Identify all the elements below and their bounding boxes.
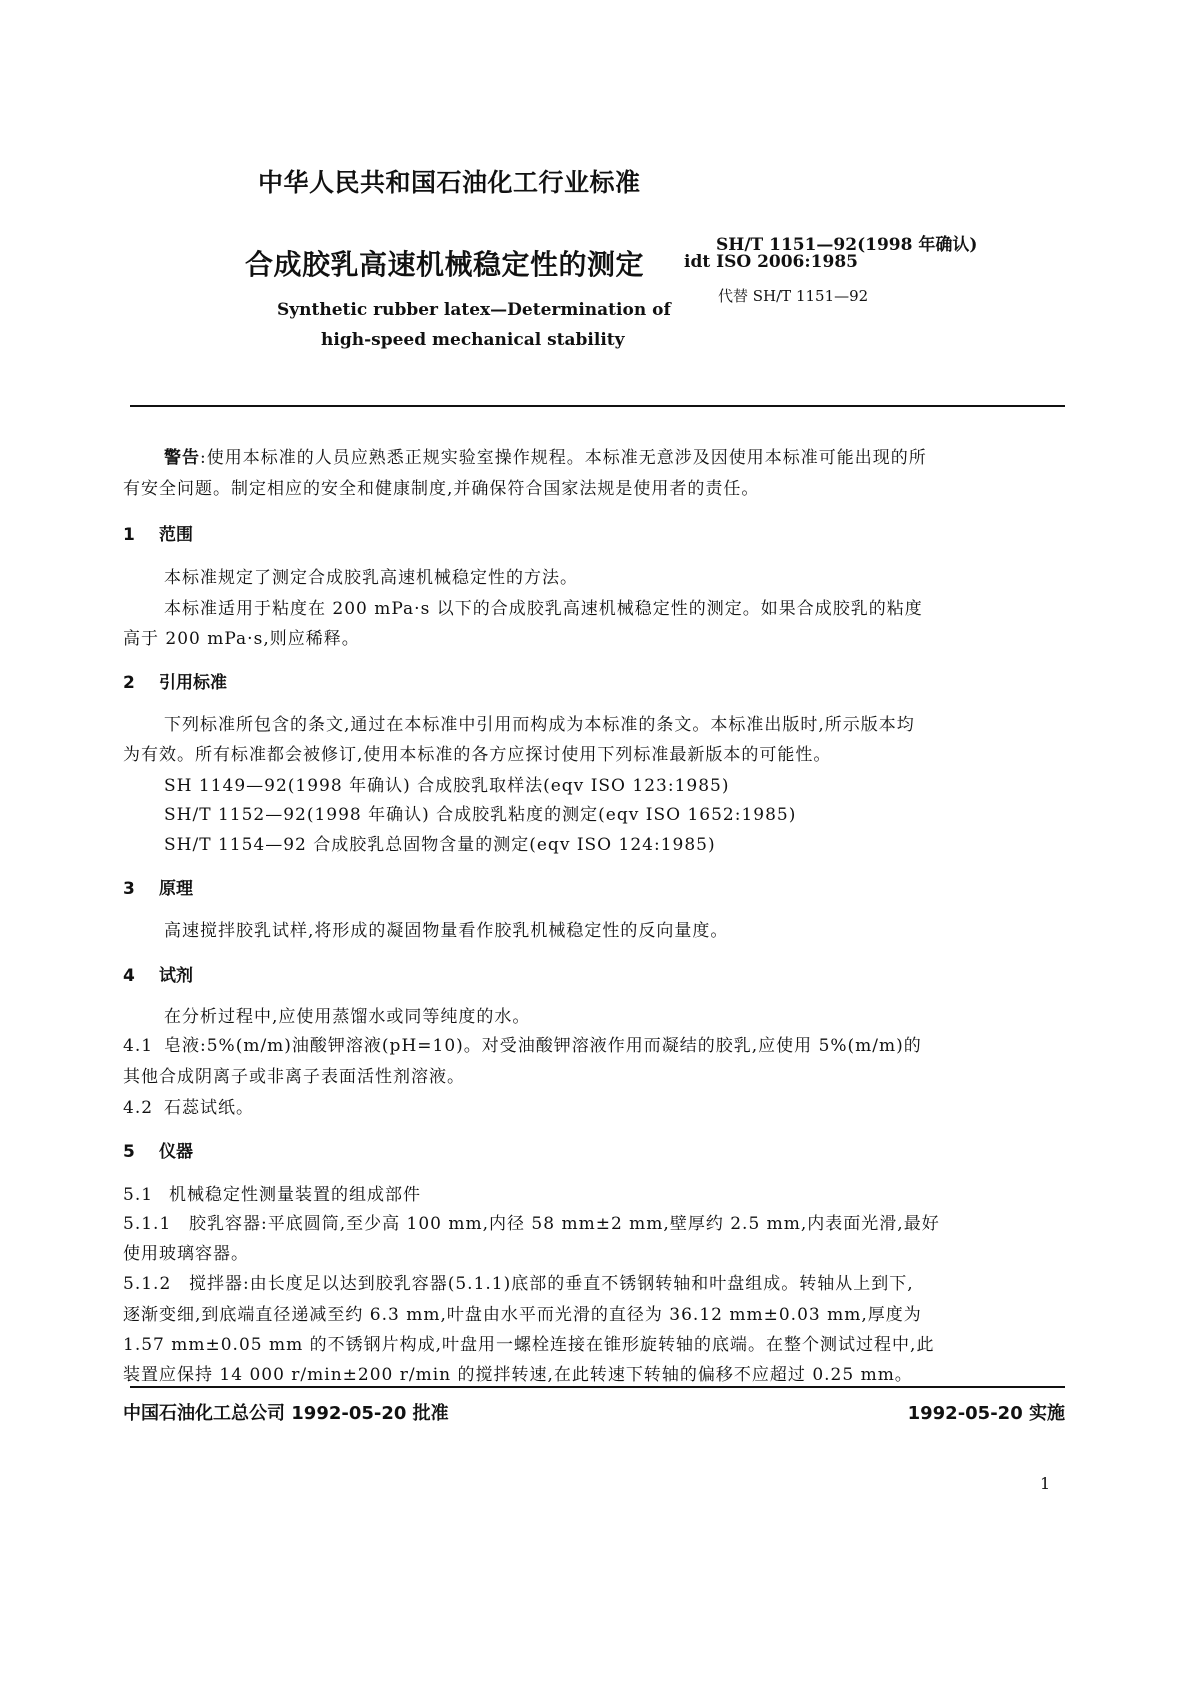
- clause-4-1-line1: 4.1 皂液:5%(m/m)油酸钾溶液(pH=10)。对受油酸钾溶液作用而凝结的胶乳,应使用 5%(m/m)的: [123, 1036, 922, 1056]
- clause-5-1: 5.1 机械稳定性测量装置的组成部件: [123, 1185, 421, 1205]
- reference-item: SH/T 1152—92(1998 年确认) 合成胶乳粘度的测定(eqv ISO 1652:1985): [164, 805, 797, 825]
- document-title-en-line2: high-speed mechanical stability: [321, 330, 625, 350]
- clause-5-1-1-line1: 5.1.1 胶乳容器:平底圆筒,至少高 100 mm,内径 58 mm±2 mm,壁厚约 2.5 mm,内表面光滑,最好: [123, 1214, 940, 1234]
- effective-date: 1992-05-20 实施: [907, 1403, 1065, 1424]
- section-4-para: 在分析过程中,应使用蒸馏水或同等纯度的水。: [164, 1007, 531, 1027]
- clause-4-1-line2: 其他合成阴离子或非离子表面活性剂溶液。: [123, 1067, 465, 1087]
- section-3-para: 高速搅拌胶乳试样,将形成的凝固物量看作胶乳机械稳定性的反向量度。: [164, 921, 729, 941]
- warning-line1: 警告:使用本标准的人员应熟悉正规实验室操作规程。本标准无意涉及因使用本标准可能出现的所: [164, 448, 927, 468]
- warning-line2: 有安全问题。制定相应的安全和健康制度,并确保符合国家法规是使用者的责任。: [123, 479, 760, 499]
- document-title-cn: 合成胶乳高速机械稳定性的测定: [245, 248, 645, 281]
- approval-info: 中国石油化工总公司 1992-05-20 批准: [123, 1403, 449, 1424]
- clause-5-1-2-line3: 1.57 mm±0.05 mm 的不锈钢片构成,叶盘用一螺栓连接在锥形旋转轴的底端。在整个测试过程中,此: [123, 1335, 935, 1355]
- clause-5-1-2-line2: 逐渐变细,到底端直径递减至约 6.3 mm,叶盘由水平而光滑的直径为 36.12 mm±0.03 mm,厚度为: [123, 1305, 922, 1325]
- page-number: 1: [1040, 1474, 1051, 1493]
- section-4-heading: 4 试剂: [123, 966, 193, 986]
- section-2-heading: 2 引用标准: [123, 673, 227, 693]
- standard-category-title: 中华人民共和国石油化工行业标准: [258, 168, 641, 197]
- clause-5-1-2-line1: 5.1.2 搅拌器:由长度足以达到胶乳容器(5.1.1)底部的垂直不锈钢转轴和叶盘组成。转轴从上到下,: [123, 1274, 914, 1294]
- section-2-para-line2: 为有效。所有标准都会被修订,使用本标准的各方应探讨使用下列标准最新版本的可能性。: [123, 745, 832, 765]
- section-1-para-1: 本标准规定了测定合成胶乳高速机械稳定性的方法。: [164, 568, 578, 588]
- replaces-standard: 代替 SH/T 1151—92: [718, 287, 869, 305]
- header-divider: [130, 405, 1065, 407]
- clause-4-2: 4.2 石蕊试纸。: [123, 1098, 254, 1118]
- warning-label: 警告: [164, 448, 200, 468]
- reference-item: SH 1149—92(1998 年确认) 合成胶乳取样法(eqv ISO 123:1985): [164, 776, 730, 796]
- footer-divider: [130, 1386, 1065, 1388]
- document-title-en-line1: Synthetic rubber latex—Determination of: [277, 300, 671, 320]
- reference-item: SH/T 1154—92 合成胶乳总固物含量的测定(eqv ISO 124:1985): [164, 835, 716, 855]
- section-1-para-2-line2: 高于 200 mPa·s,则应稀释。: [123, 629, 360, 649]
- section-2-para-line1: 下列标准所包含的条文,通过在本标准中引用而构成为本标准的条文。本标准出版时,所示版本均: [164, 715, 915, 735]
- iso-equivalence: idt ISO 2006:1985: [684, 252, 858, 272]
- clause-5-1-2-line4: 装置应保持 14 000 r/min±200 r/min 的搅拌转速,在此转速下转轴的偏移不应超过 0.25 mm。: [123, 1365, 913, 1385]
- section-1-para-2-line1: 本标准适用于粘度在 200 mPa·s 以下的合成胶乳高速机械稳定性的测定。如果合成胶乳的粘度: [164, 599, 923, 619]
- standard-code: SH/T 1151—92(1998 年确认): [716, 235, 978, 255]
- section-1-heading: 1 范围: [123, 525, 193, 545]
- clause-5-1-1-line2: 使用玻璃容器。: [123, 1244, 249, 1264]
- section-5-heading: 5 仪器: [123, 1142, 193, 1162]
- section-3-heading: 3 原理: [123, 879, 193, 899]
